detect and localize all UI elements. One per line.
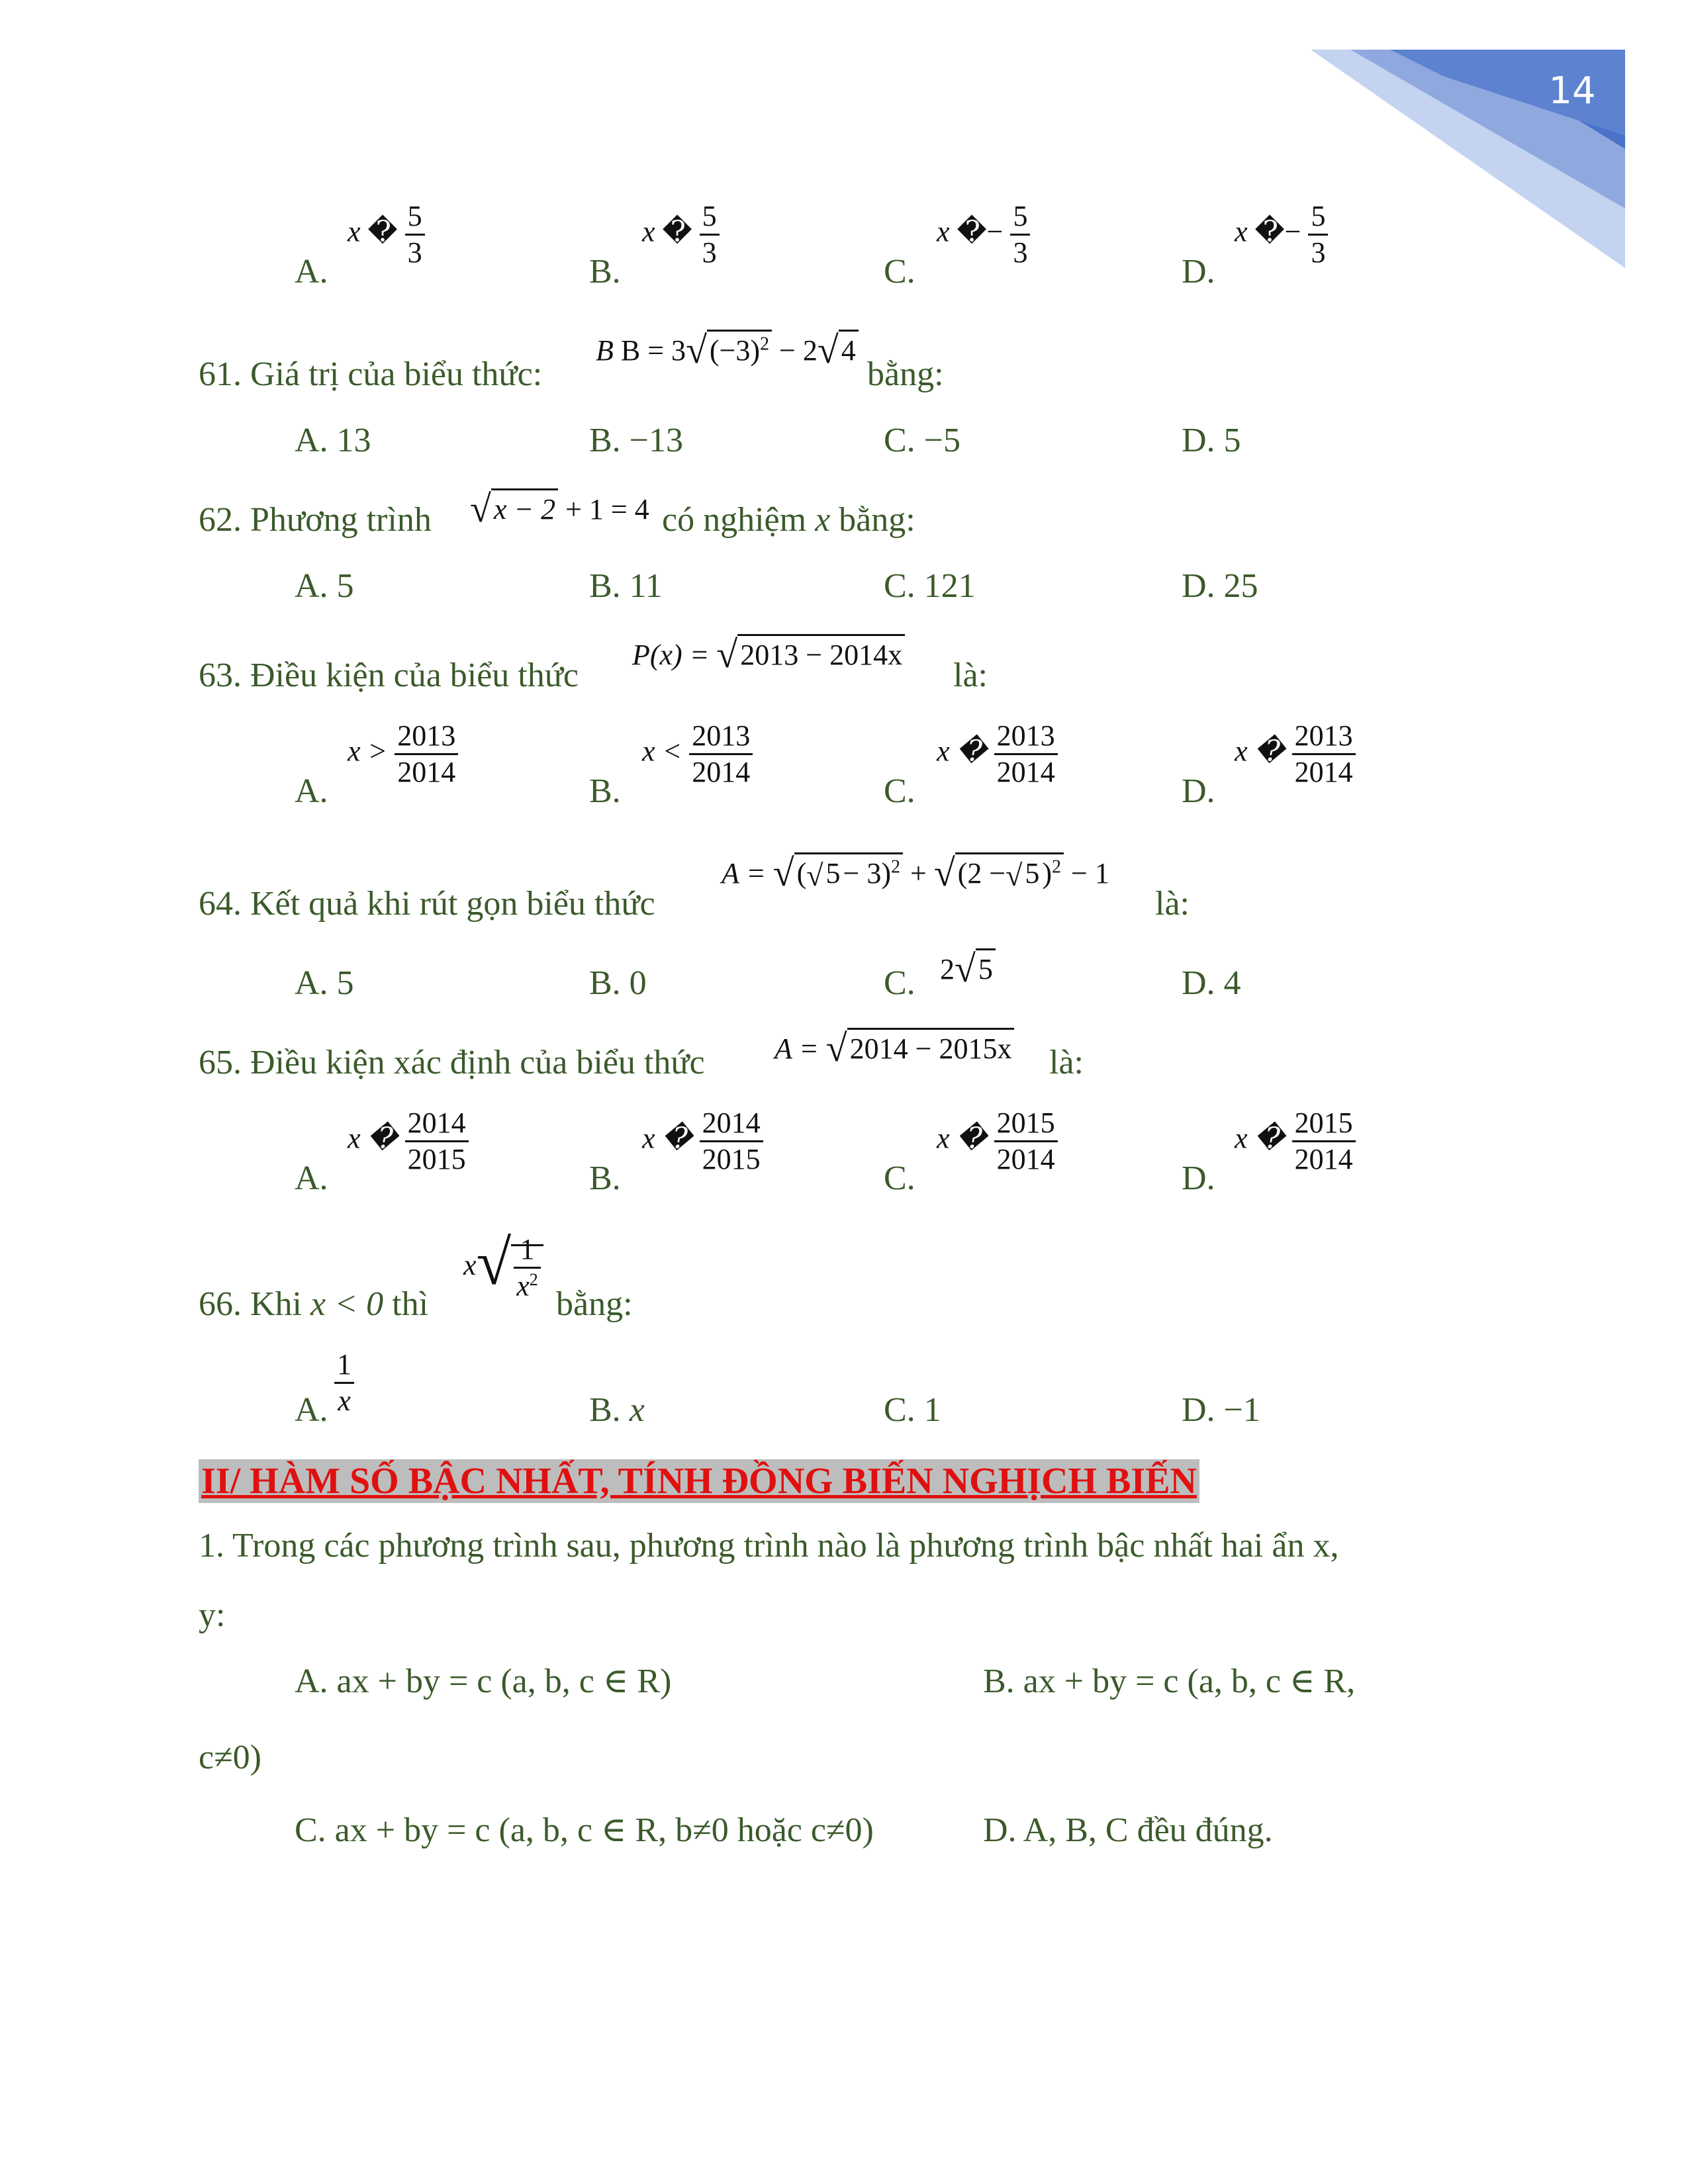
q65-option-c-label: C. xyxy=(884,1160,915,1197)
q64-t2b: ) xyxy=(1042,857,1053,889)
q61-option-d: D. 5 xyxy=(1182,422,1241,459)
q64-c-coef: 2 xyxy=(940,953,955,985)
q64-c-rad: 5 xyxy=(976,948,996,985)
s2q1-option-a: A. ax + by = c (a, b, c ∈ R) xyxy=(295,1662,672,1700)
q62-option-c: C. 121 xyxy=(884,567,976,605)
q63-lhs: P(x) = xyxy=(632,639,710,671)
q66-suffix: bằng: xyxy=(556,1285,633,1323)
q63-option-c-label: C. xyxy=(884,772,915,810)
q65-b-den: 2015 xyxy=(702,1143,761,1175)
q63-rad: 2013 − 2014x xyxy=(737,634,905,671)
q63-a-num: 2013 xyxy=(395,721,458,755)
q62-suffix-b: bằng: xyxy=(839,501,915,539)
q64-formula: $A = √(√5- 3)^2 + √(2 -√5)^2 - 1$ xyxy=(722,851,1109,894)
q64-t2r: 5 xyxy=(1022,852,1042,889)
q63-option-d-formula xyxy=(1235,721,1356,787)
q64-tail: − 1 xyxy=(1071,857,1109,889)
q63-c-num: 2013 xyxy=(994,721,1058,755)
q65-option-a-formula xyxy=(348,1109,469,1174)
q64-option-b: B. 0 xyxy=(589,964,647,1002)
q60-d-den: 3 xyxy=(1311,236,1326,269)
page-number: 14 xyxy=(1548,69,1596,113)
q61-suffix: bằng: xyxy=(867,355,944,393)
q64-plus: + xyxy=(910,857,927,889)
q62-option-b: B. 11 xyxy=(589,567,663,605)
q62-suffix xyxy=(662,503,915,537)
s2q1-option-b: B. ax + by = c (a, b, c ∈ R, xyxy=(983,1662,1356,1700)
q63-option-a-formula xyxy=(348,721,458,787)
q60-d-num: 5 xyxy=(1308,202,1328,236)
s2q1-option-b-cont: c≠0) xyxy=(199,1739,261,1776)
q60-b-num: 5 xyxy=(700,202,720,236)
q60-option-b-label: B. xyxy=(589,253,621,291)
q66-b-var: x xyxy=(629,1391,645,1429)
s2q1-line2: y: xyxy=(199,1596,226,1634)
section-heading: II/ HÀM SỐ BẬC NHẤT, TÍNH ĐỒNG BIẾN NGHỊCH BIẾN xyxy=(199,1459,1199,1503)
q65-option-b-label: B. xyxy=(589,1160,621,1197)
q62-formula: √x − 2 + 1 = 4 xyxy=(470,487,649,530)
s2q1-option-c: C. ax + by = c (a, b, c ∈ R, b≠0 hoặc c≠0) xyxy=(295,1811,874,1849)
q65-option-a-label: A. xyxy=(295,1160,328,1197)
q62-option-a: A. 5 xyxy=(295,567,354,605)
q65-a-num: 2014 xyxy=(405,1109,469,1142)
q65-b-num: 2014 xyxy=(700,1109,763,1142)
q63-formula: P(x) = √2013 − 2014x xyxy=(632,635,905,674)
q66-den: x xyxy=(516,1269,530,1302)
q65-option-d-label: D. xyxy=(1182,1160,1215,1197)
q65-option-b-formula xyxy=(642,1109,763,1174)
q60-a-den: 3 xyxy=(407,236,422,269)
q60-c-rel: �− xyxy=(957,215,1004,248)
q63-prompt: 63. Điều kiện của biểu thức xyxy=(199,657,579,694)
q66-exp: 2 xyxy=(529,1270,538,1290)
q66-a-num: 1 xyxy=(334,1350,354,1384)
q62-rest: + 1 = 4 xyxy=(565,493,649,525)
q63-a-rel: x > xyxy=(348,735,388,768)
q60-option-d-label: D. xyxy=(1182,253,1215,291)
q61-mid: − 2 xyxy=(779,334,818,367)
q65-d-den: 2014 xyxy=(1294,1143,1353,1175)
q64-exp2: 2 xyxy=(1052,856,1062,878)
q66-formula: x√ $\frac{1}{x^2}$ xyxy=(463,1231,543,1301)
q66-then: thì xyxy=(392,1285,429,1323)
q63-d-rel: x � xyxy=(1235,735,1285,768)
q66-prompt xyxy=(199,1287,428,1322)
q66-option-b xyxy=(589,1393,645,1428)
q64-t1a: ( xyxy=(796,857,807,889)
q65-c-num: 2015 xyxy=(994,1109,1058,1142)
q60-option-b-formula: x � $\frac{5}{3}$ xyxy=(642,202,720,267)
q61-exp: 2 xyxy=(760,334,770,355)
q63-option-c-formula xyxy=(937,721,1058,787)
q61-option-c: C. −5 xyxy=(884,422,961,459)
q60-option-d-formula: x �− $\frac{5}{3}$ xyxy=(1235,202,1328,267)
q65-lhs: A = xyxy=(774,1032,819,1065)
q66-num: 1 xyxy=(514,1235,541,1269)
q63-option-d-label: D. xyxy=(1182,772,1215,810)
q60-option-a-label: A. xyxy=(295,253,328,291)
q63-c-rel: x � xyxy=(937,735,987,768)
q60-a-rel: � xyxy=(367,215,398,248)
q60-b-den: 3 xyxy=(702,236,717,269)
q66-option-d: D. −1 xyxy=(1182,1391,1260,1429)
q64-t1b: − 3) xyxy=(843,857,891,889)
q66-b-label: B. xyxy=(589,1391,621,1429)
q61-option-b: B. −13 xyxy=(589,422,684,459)
q64-suffix: là: xyxy=(1155,885,1190,923)
q62-prompt: 62. Phương trình xyxy=(199,501,432,539)
q64-prompt: 64. Kết quả khi rút gọn biểu thức xyxy=(199,885,655,923)
q61-option-a: A. 13 xyxy=(295,422,371,459)
q65-c-den: 2014 xyxy=(996,1143,1055,1175)
q62-suffix-var: x xyxy=(815,501,831,539)
q63-option-b-formula xyxy=(642,721,753,787)
q66-lhs: x xyxy=(463,1249,477,1281)
q65-a-rel: x � xyxy=(348,1122,398,1155)
q65-d-rel: x � xyxy=(1235,1122,1285,1155)
q64-lhs: A = xyxy=(722,857,766,889)
q60-option-c-label: C. xyxy=(884,253,915,291)
q66-prefix: 66. Khi xyxy=(199,1285,302,1323)
q63-c-den: 2014 xyxy=(996,756,1055,788)
q63-option-a-label: A. xyxy=(295,772,328,810)
q65-c-rel: x � xyxy=(937,1122,987,1155)
q62-suffix-a: có nghiệm xyxy=(662,501,807,539)
q65-a-den: 2015 xyxy=(407,1143,466,1175)
q63-d-den: 2014 xyxy=(1294,756,1353,788)
q60-c-den: 3 xyxy=(1013,236,1028,269)
q66-option-a-label: A. xyxy=(295,1391,328,1429)
q61-lhs: B = 3 xyxy=(620,334,686,367)
q60-option-c-formula: x �− $\frac{5}{3}$ xyxy=(937,202,1030,267)
q66-a-den: x xyxy=(338,1385,351,1417)
q63-b-rel: x < xyxy=(642,735,682,768)
q64-t1r: 5 xyxy=(823,852,843,889)
q65-option-d-formula xyxy=(1235,1109,1356,1174)
q64-option-c-formula: 2√5 xyxy=(940,950,996,988)
q64-exp1: 2 xyxy=(891,856,900,878)
s2q1-option-d: D. A, B, C đều đúng. xyxy=(983,1811,1273,1849)
q63-b-num: 2013 xyxy=(689,721,753,755)
q66-cond: x < 0 xyxy=(310,1285,384,1323)
q63-d-num: 2013 xyxy=(1292,721,1356,755)
q65-d-num: 2015 xyxy=(1292,1109,1356,1142)
q66-option-a-formula xyxy=(334,1350,354,1416)
q65-b-rel: x � xyxy=(642,1122,692,1155)
q65-formula: A = √2014 − 2015x xyxy=(774,1029,1014,1068)
q64-option-a: A. 5 xyxy=(295,964,354,1002)
q63-suffix: là: xyxy=(953,657,988,694)
q64-option-c-label: C. xyxy=(884,964,915,1002)
q64-option-d: D. 4 xyxy=(1182,964,1241,1002)
q63-a-den: 2014 xyxy=(397,756,456,788)
q62-rad: x − 2 xyxy=(491,488,558,525)
q66-option-c: C. 1 xyxy=(884,1391,941,1429)
q61-formula: B $B = 3√(-3)^2 - 2√4$ xyxy=(596,331,859,369)
q65-rad: 2014 − 2015x xyxy=(847,1028,1015,1065)
q60-c-num: 5 xyxy=(1010,202,1030,236)
s2q1-line1: 1. Trong các phương trình sau, phương trình nào là phương trình bậc nhất hai ẩn x, xyxy=(199,1527,1339,1565)
q65-prompt: 65. Điều kiện xác định của biểu thức xyxy=(199,1044,705,1081)
q65-suffix: là: xyxy=(1049,1044,1084,1081)
q62-option-d: D. 25 xyxy=(1182,567,1258,605)
q63-b-den: 2014 xyxy=(692,756,751,788)
q60-option-a-formula: x � $\frac{5}{3}$ xyxy=(348,202,425,267)
q64-t2a: (2 − xyxy=(957,857,1006,889)
q61-inner: (−3) xyxy=(709,334,761,367)
q61-rad2: 4 xyxy=(839,330,859,367)
q60-d-rel: �− xyxy=(1254,215,1301,248)
q60-a-num: 5 xyxy=(405,202,425,236)
q61-prompt: 61. Giá trị của biểu thức: xyxy=(199,355,543,393)
q63-option-b-label: B. xyxy=(589,772,621,810)
q65-option-c-formula xyxy=(937,1109,1058,1174)
q60-b-rel: � xyxy=(662,215,692,248)
